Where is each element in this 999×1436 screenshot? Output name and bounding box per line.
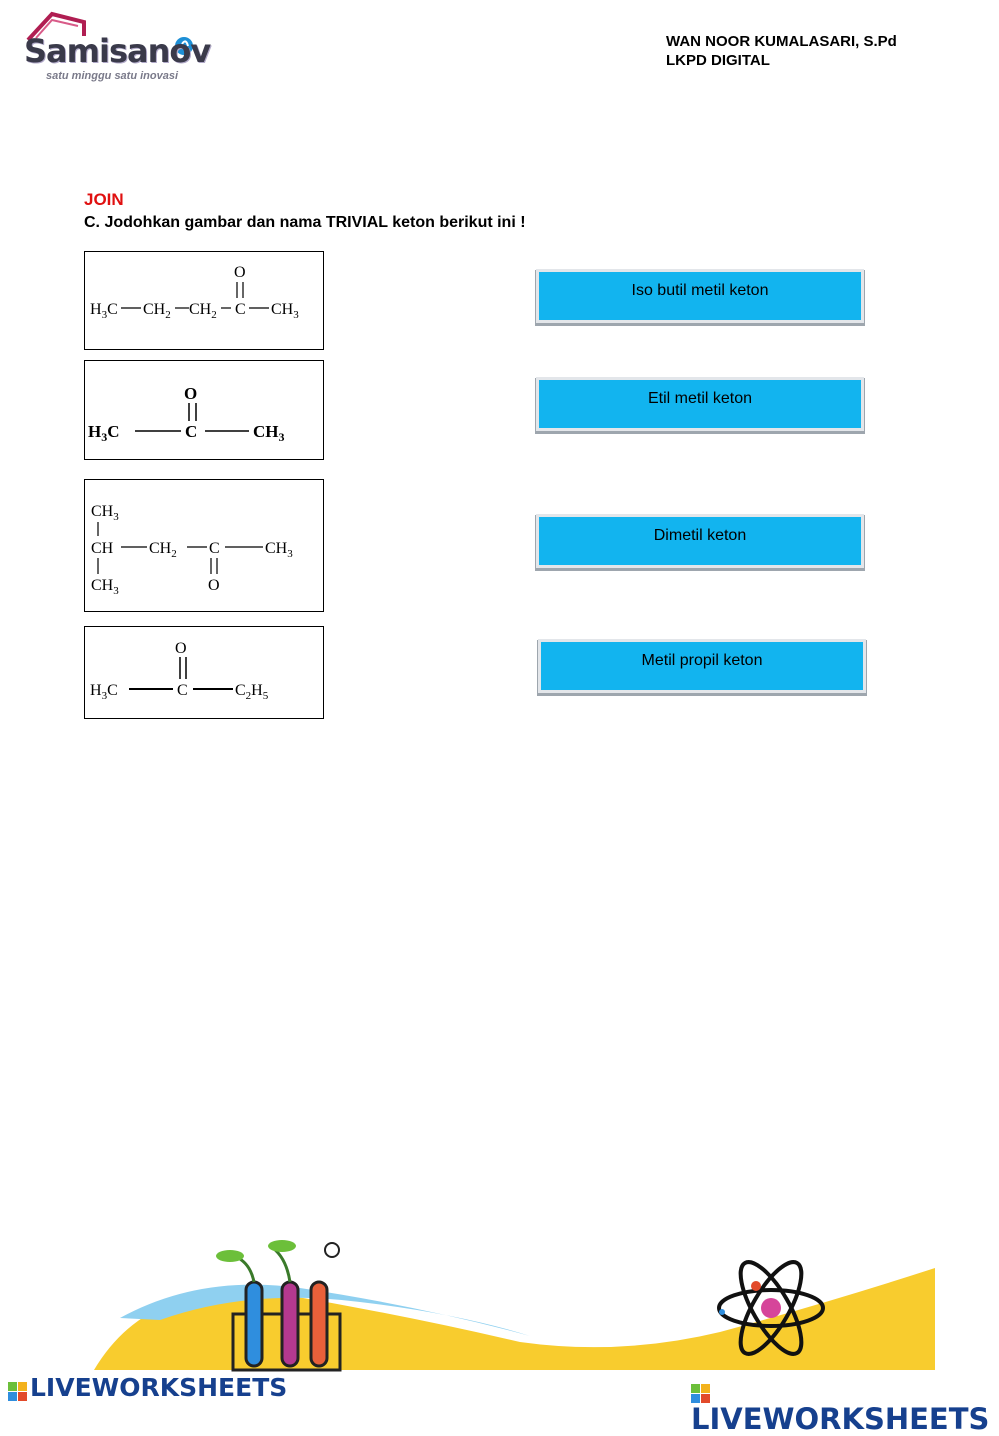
structure-dimethyl-ketone xyxy=(85,361,325,461)
liveworksheets-logo-icon xyxy=(691,1377,711,1397)
svg-text:CH2: $CH_2$ xyxy=(189,301,217,321)
logo-wordmark: Samisanov xyxy=(24,32,211,70)
brand-text-right: LIVEWORKSHEETS xyxy=(691,1402,990,1436)
liveworksheets-brand-left xyxy=(8,1373,287,1402)
section-label: JOIN xyxy=(84,190,124,209)
structure-ethyl-methyl-ketone xyxy=(85,627,325,720)
footer-illustration xyxy=(0,1236,999,1376)
svg-text:C2H5: $C_2H_5$ xyxy=(235,682,269,702)
answer-button-3[interactable]: Dimetil keton xyxy=(539,517,861,565)
svg-text:C: C xyxy=(177,682,188,699)
logo-tagline: satu minggu satu inovasi xyxy=(46,70,179,82)
svg-text:CH3: $CH_3$ xyxy=(91,503,119,523)
structure-card-2[interactable] xyxy=(84,360,324,460)
svg-text:CH3: $CH_3$ xyxy=(91,577,119,597)
svg-text:H3C: $H_3C$ xyxy=(88,422,120,444)
svg-text:C: C xyxy=(209,540,220,557)
author-name: WAN NOOR KUMALASARI, S.Pd xyxy=(666,33,897,50)
svg-text:O: O xyxy=(184,384,198,403)
svg-text:H3C: $H_3C$ xyxy=(90,301,118,321)
brand-text-left: LIVEWORKSHEETS xyxy=(30,1373,288,1402)
structure-card-3[interactable] xyxy=(84,479,324,612)
svg-text:C: C xyxy=(235,301,246,318)
svg-text:CH2: $CH_2$ xyxy=(143,301,171,321)
svg-text:CH3: $CH_3$ xyxy=(271,301,299,321)
svg-text:H3C: $H_3C$ xyxy=(90,682,118,702)
structure-methyl-propyl-ketone xyxy=(85,252,325,351)
answer-button-4[interactable]: Metil propil keton xyxy=(541,642,863,690)
samisanov-logo xyxy=(22,10,222,86)
structure-card-4[interactable] xyxy=(84,626,324,719)
svg-text:CH2: $CH_2$ xyxy=(149,540,177,560)
answer-button-2[interactable]: Etil metil keton xyxy=(539,380,861,428)
liveworksheets-brand-right xyxy=(691,1368,999,1436)
svg-text:C: C xyxy=(185,422,198,441)
document-subtitle: LKPD DIGITAL xyxy=(666,52,770,69)
structure-card-1[interactable] xyxy=(84,251,324,350)
svg-text:CH: CH xyxy=(91,540,114,557)
liveworksheets-logo-icon xyxy=(8,1379,28,1399)
svg-text:O: O xyxy=(234,264,246,281)
svg-text:O: O xyxy=(175,640,187,657)
answer-button-1[interactable]: Iso butil metil keton xyxy=(539,272,861,320)
svg-text:O: O xyxy=(208,577,220,594)
svg-text:CH3: $CH_3$ xyxy=(253,422,285,444)
svg-text:CH3: $CH_3$ xyxy=(265,540,293,560)
author-block xyxy=(666,32,897,70)
structure-isobutyl-methyl-ketone xyxy=(85,480,325,613)
instruction-text: C. Jodohkan gambar dan nama TRIVIAL keton berikut ini ! xyxy=(84,214,526,231)
